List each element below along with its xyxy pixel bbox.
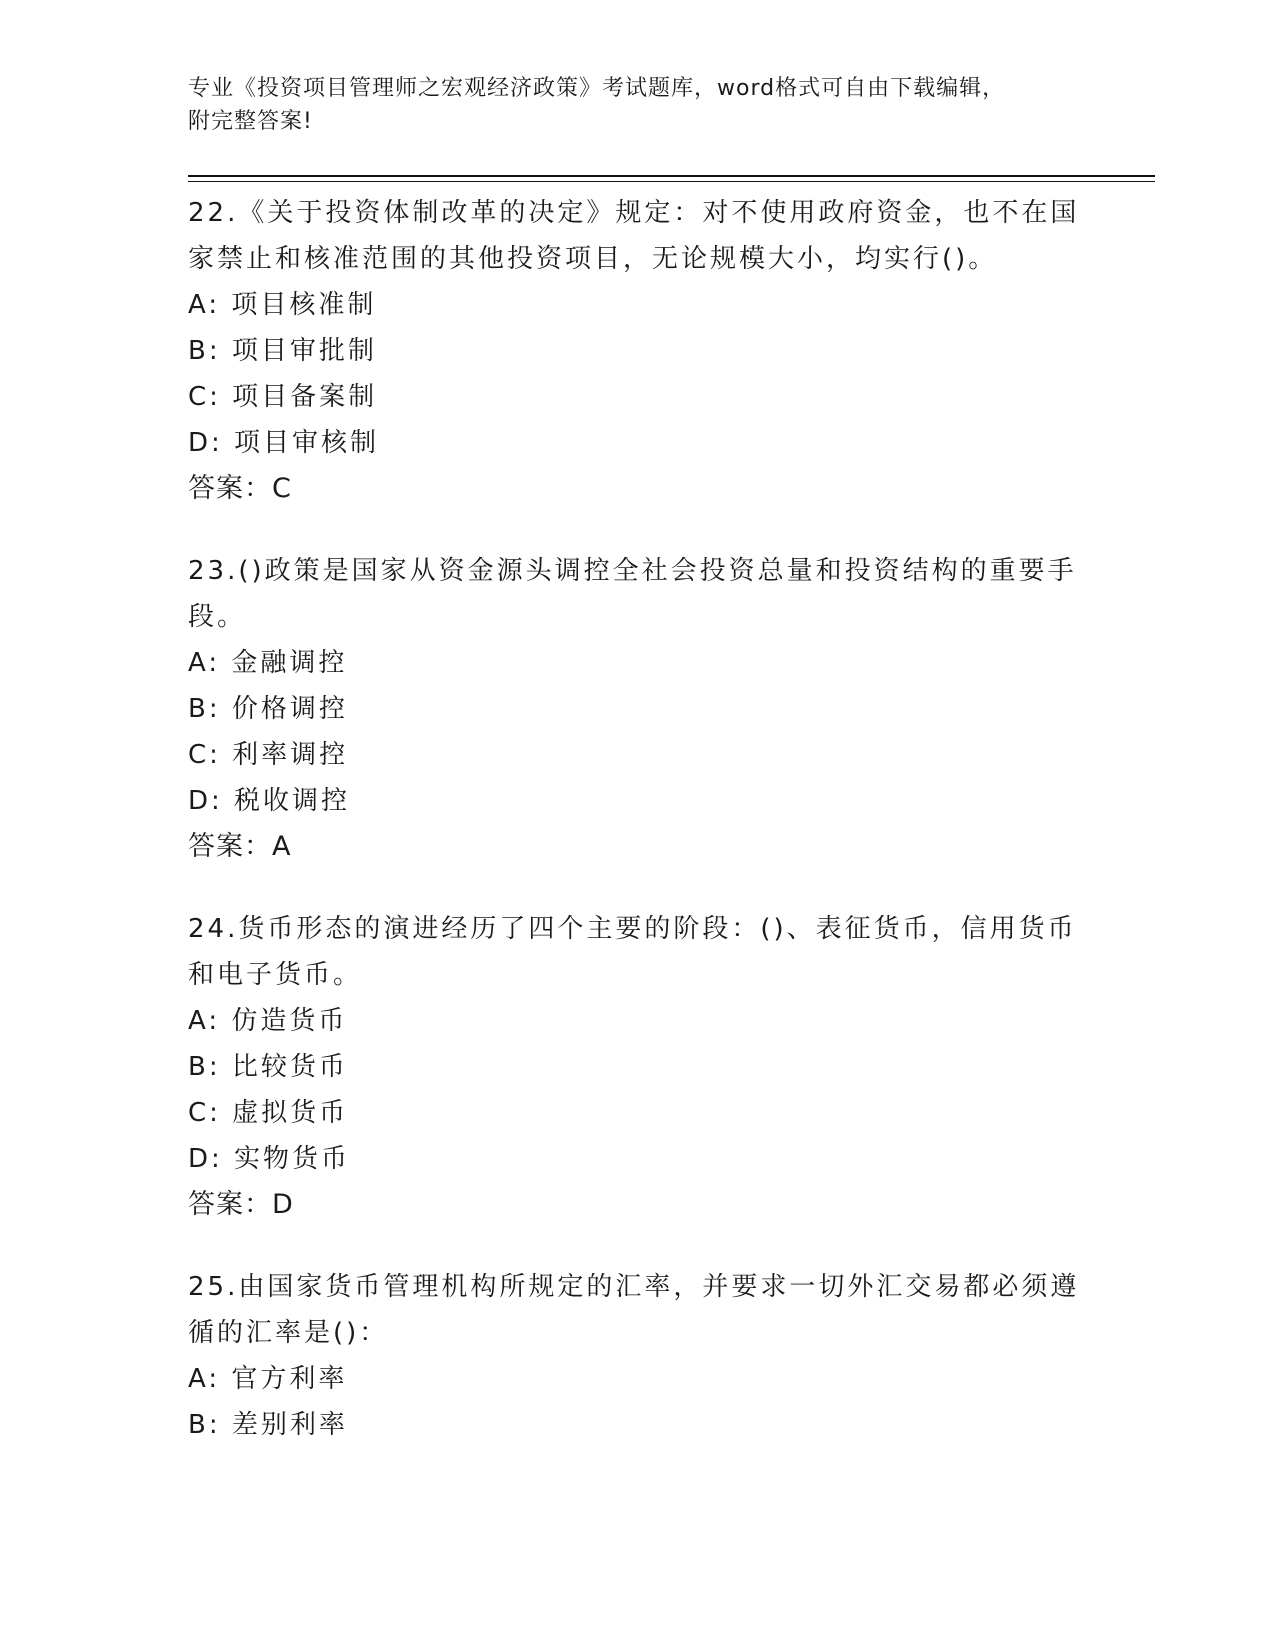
question-text: 24.货币形态的演进经历了四个主要的阶段：()、表征货币，信用货币和电子货币。 [188,914,1077,990]
option-d: D: 项目审核制 [188,428,380,458]
option-b: B: 价格调控 [188,694,348,724]
option-a: A: 金融调控 [188,648,348,678]
option-b: B: 比较货币 [188,1052,348,1082]
option-d: D: 实物货币 [188,1144,351,1174]
answer-line: 答案：A [188,831,292,862]
option-b: B: 差别利率 [188,1410,348,1440]
question-25 [188,1264,1088,1448]
document-header [188,72,1068,138]
header-line-2: 附完整答案! [188,109,313,134]
question-text: 25.由国家货币管理机构所规定的汇率，并要求一切外汇交易都必须遵循的汇率是()： [188,1272,1080,1348]
option-a: A: 仿造货币 [188,1006,348,1036]
option-d: D: 税收调控 [188,786,351,816]
option-c: C: 虚拟货币 [188,1098,349,1128]
option-c: C: 利率调控 [188,740,349,770]
question-23 [188,548,1088,870]
question-24 [188,906,1088,1228]
answer-line: 答案：D [188,1189,294,1220]
question-list [188,190,1088,1484]
answer-line: 答案：C [188,473,292,504]
question-text: 22.《关于投资体制改革的决定》规定：对不使用政府资金，也不在国家禁止和核准范围的其他投资项目，无论规模大小，均实行()。 [188,198,1080,274]
option-a: A: 官方利率 [188,1364,348,1394]
header-divider-thick [188,175,1155,177]
question-text: 23.()政策是国家从资金源头调控全社会投资总量和投资结构的重要手段。 [188,556,1077,632]
option-b: B: 项目审批制 [188,336,377,366]
header-divider-thin [188,181,1155,182]
question-22 [188,190,1088,512]
header-line-1: 专业《投资项目管理师之宏观经济政策》考试题库，word格式可自由下载编辑， [188,76,1006,101]
option-a: A: 项目核准制 [188,290,377,320]
option-c: C: 项目备案制 [188,382,378,412]
